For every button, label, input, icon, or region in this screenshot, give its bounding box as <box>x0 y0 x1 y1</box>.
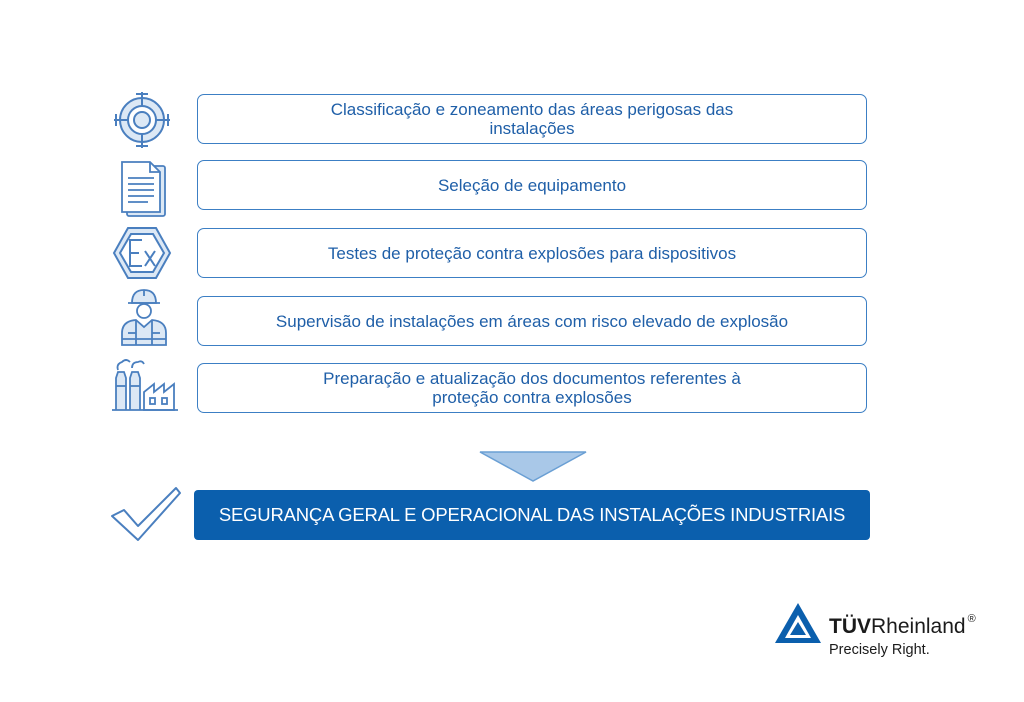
step-text-line: proteção contra explosões <box>432 388 632 407</box>
tuv-triangle-logo-icon <box>774 602 822 644</box>
step-installation-supervision <box>197 296 867 346</box>
step-text-line: instalações <box>489 119 575 138</box>
step-text-line: Testes de proteção contra explosões para dispositivos <box>327 243 737 263</box>
checkmark-icon <box>108 484 182 544</box>
result-text: SEGURANÇA GERAL E OPERACIONAL DAS INSTALAÇÕES INDUSTRIAIS <box>218 504 846 525</box>
registered-mark: ® <box>967 613 976 625</box>
step-hazardous-area-classification <box>197 94 867 144</box>
step-explosion-protection-documents <box>197 363 867 413</box>
ex-hexagon-icon <box>112 225 172 281</box>
step-text-line: Seleção de equipamento <box>437 175 627 195</box>
brand-name <box>829 615 976 639</box>
brand-slogan: Precisely Right. <box>829 642 930 658</box>
worker-icon <box>118 287 170 349</box>
step-text-line: Supervisão de instalações em áreas com risco elevado de explosão <box>275 311 789 331</box>
brand-name-bold: TÜV <box>829 615 871 638</box>
step-text-line: Classificação e zoneamento das áreas perigosas das <box>330 100 734 119</box>
brand-name-rest: Rheinland <box>871 615 966 638</box>
document-icon <box>118 158 170 220</box>
step-equipment-selection <box>197 160 867 210</box>
target-crosshair-icon <box>112 90 172 150</box>
step-device-explosion-testing <box>197 228 867 278</box>
result-banner <box>194 490 870 540</box>
down-arrow-icon <box>478 450 588 483</box>
step-text-line: Preparação e atualização dos documentos referentes à <box>323 369 741 388</box>
factory-icon <box>108 358 180 414</box>
